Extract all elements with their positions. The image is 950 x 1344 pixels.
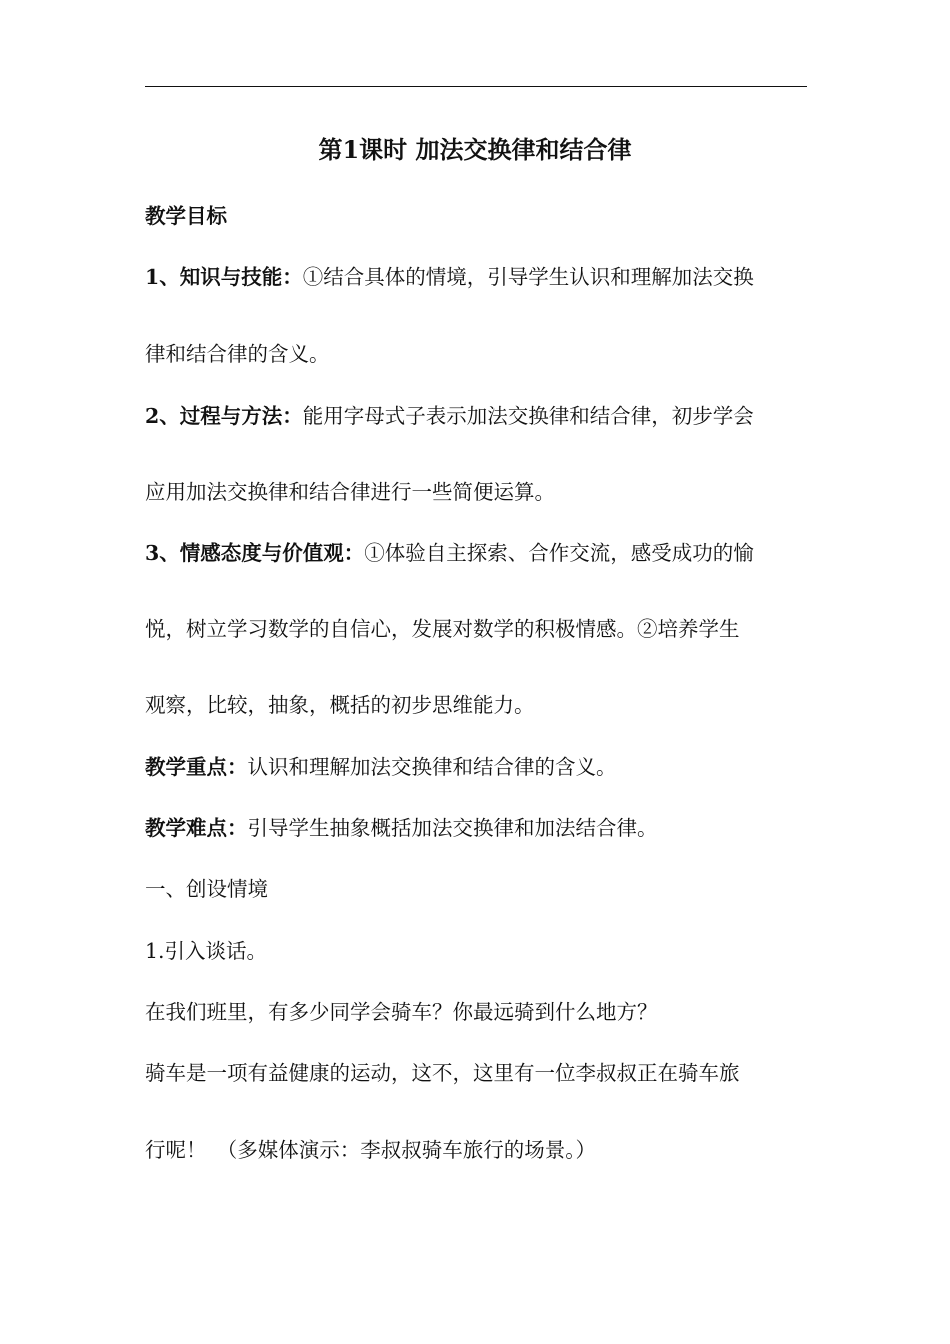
text: 应用加法交换律和结合律进行一些简便运算。 bbox=[145, 480, 555, 504]
text: 认识和理解加法交换律和结合律的含义。 bbox=[247, 755, 617, 779]
objective-2 bbox=[145, 401, 810, 431]
section-heading-objectives bbox=[145, 201, 810, 231]
bold-label: 3、情感态度与价值观： bbox=[145, 541, 365, 565]
text: 1.引入谈话。 bbox=[145, 939, 268, 963]
teaching-key-point bbox=[145, 752, 810, 782]
text: 律和结合律的含义。 bbox=[145, 342, 330, 366]
text: 引导学生抽象概括加法交换律和加法结合律。 bbox=[247, 816, 658, 840]
objective-1-cont bbox=[145, 339, 810, 369]
lesson-title: 第1课时 加法交换律和结合律 bbox=[318, 135, 632, 164]
header-rule bbox=[145, 86, 807, 87]
text: 能用字母式子表示加法交换律和结合律，初步学会 bbox=[302, 404, 754, 428]
text: 骑车是一项有益健康的运动，这不，这里有一位李叔叔正在骑车旅 bbox=[145, 1061, 740, 1085]
teaching-difficulty bbox=[145, 813, 810, 843]
objective-2-cont bbox=[145, 477, 810, 507]
text: ①结合具体的情境，引导学生认识和理解加法交换 bbox=[302, 265, 754, 289]
text: 悦，树立学习数学的自信心，发展对数学的积极情感。②培养学生 bbox=[145, 617, 740, 641]
objective-1 bbox=[145, 262, 810, 292]
bold-label: 教学难点： bbox=[145, 816, 248, 840]
step-intro-talk bbox=[145, 936, 810, 966]
paragraph-cycling-cont bbox=[145, 1135, 810, 1165]
text: 在我们班里，有多少同学会骑车？你最远骑到什么地方？ bbox=[145, 1000, 658, 1024]
paragraph-cycling bbox=[145, 1058, 810, 1088]
bold-label: 教学目标 bbox=[145, 204, 227, 228]
objective-3-cont-b bbox=[145, 690, 810, 720]
text: ①体验自主探索、合作交流，感受成功的愉 bbox=[364, 541, 754, 565]
bold-label: 教学重点： bbox=[145, 755, 248, 779]
text: 观察，比较，抽象，概括的初步思维能力。 bbox=[145, 693, 535, 717]
paragraph-question bbox=[145, 997, 810, 1027]
objective-3-cont-a bbox=[145, 614, 810, 644]
section-create-situation bbox=[145, 874, 810, 904]
objective-3 bbox=[145, 538, 810, 568]
bold-label: 1、知识与技能： bbox=[145, 265, 303, 289]
bold-label: 2、过程与方法： bbox=[145, 404, 303, 428]
text: 行呢！ （多媒体演示：李叔叔骑车旅行的场景。） bbox=[145, 1138, 596, 1162]
text: 一、创设情境 bbox=[145, 877, 268, 901]
